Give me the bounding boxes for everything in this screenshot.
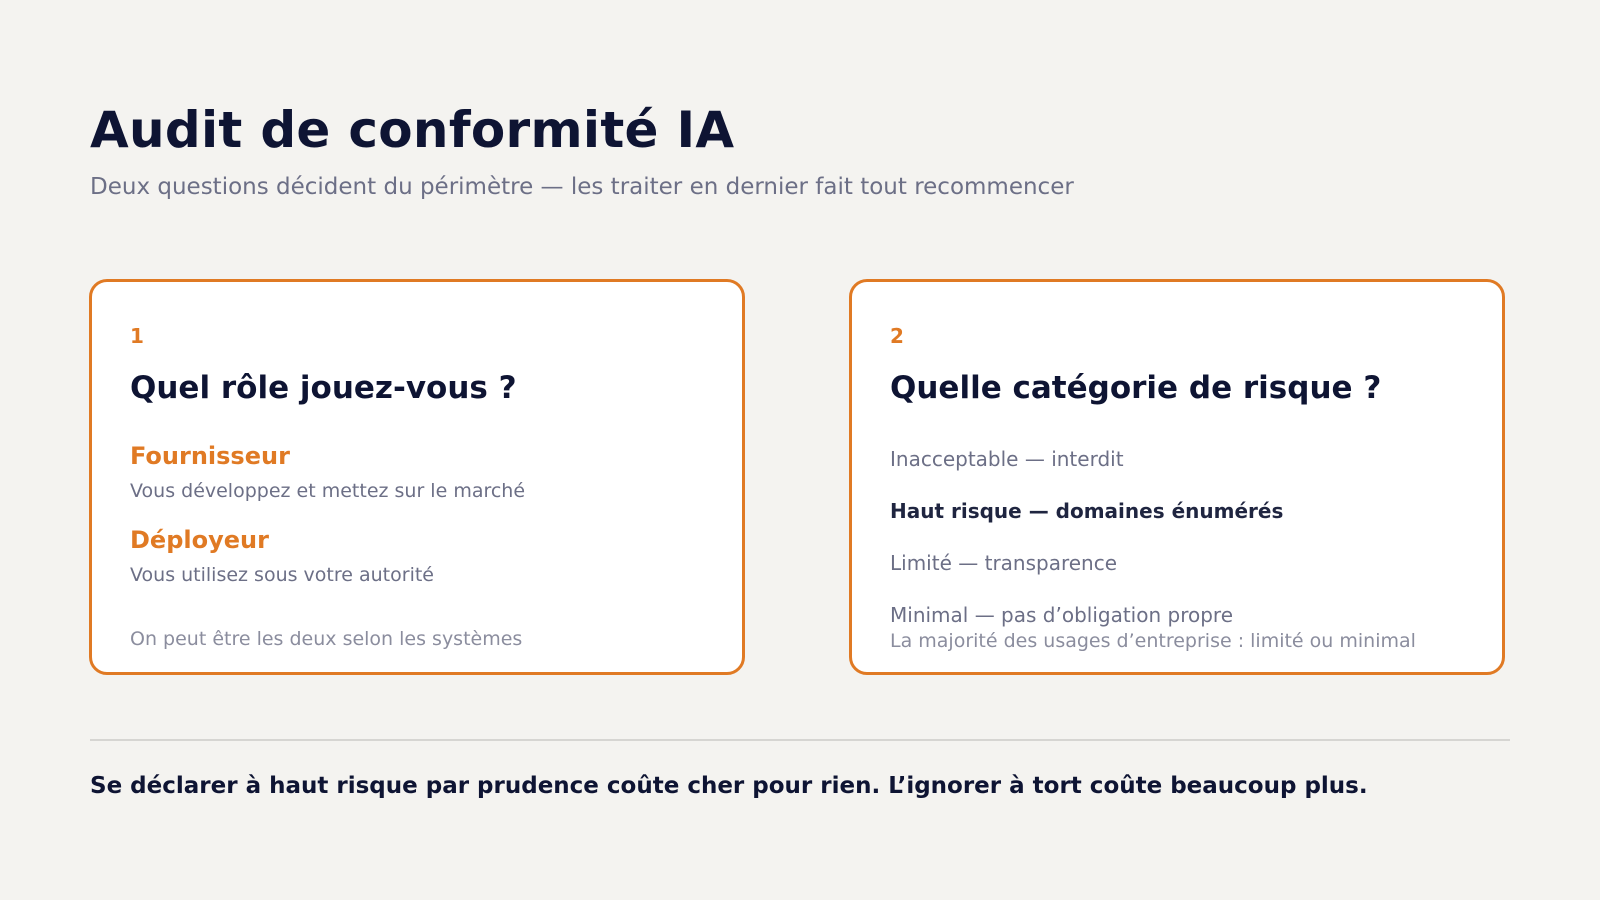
risk-card: [849, 279, 1505, 675]
card-note: La majorité des usages d’entreprise : limité ou minimal: [890, 630, 1416, 652]
risk-item-haut-risque: Haut risque — domaines énumérés: [890, 499, 1284, 523]
card-question: Quelle catégorie de risque ?: [890, 370, 1382, 406]
page-title: Audit de conformité IA: [90, 101, 735, 159]
role-description-deployeur: Vous utilisez sous votre autorité: [130, 564, 434, 586]
role-description-fournisseur: Vous développez et mettez sur le marché: [130, 480, 526, 502]
conclusion-text: Se déclarer à haut risque par prudence coûte cher pour rien. L’ignorer à tort coûte beaucoup plus.: [90, 773, 1368, 799]
card-number: 1: [130, 324, 144, 348]
risk-item-limite: Limité — transparence: [890, 551, 1118, 575]
card-number: 2: [890, 324, 904, 348]
role-card: [89, 279, 745, 675]
risk-item-inacceptable: Inacceptable — interdit: [890, 447, 1124, 471]
role-name-deployeur: Déployeur: [130, 526, 269, 554]
card-note: On peut être les deux selon les systèmes: [130, 628, 523, 650]
divider: [90, 739, 1510, 741]
role-name-fournisseur: Fournisseur: [130, 442, 290, 470]
risk-item-minimal: Minimal — pas d’obligation propre: [890, 603, 1233, 627]
page-subtitle: Deux questions décident du périmètre — les traiter en dernier fait tout recommencer: [90, 174, 1074, 200]
card-question: Quel rôle jouez-vous ?: [130, 370, 517, 406]
